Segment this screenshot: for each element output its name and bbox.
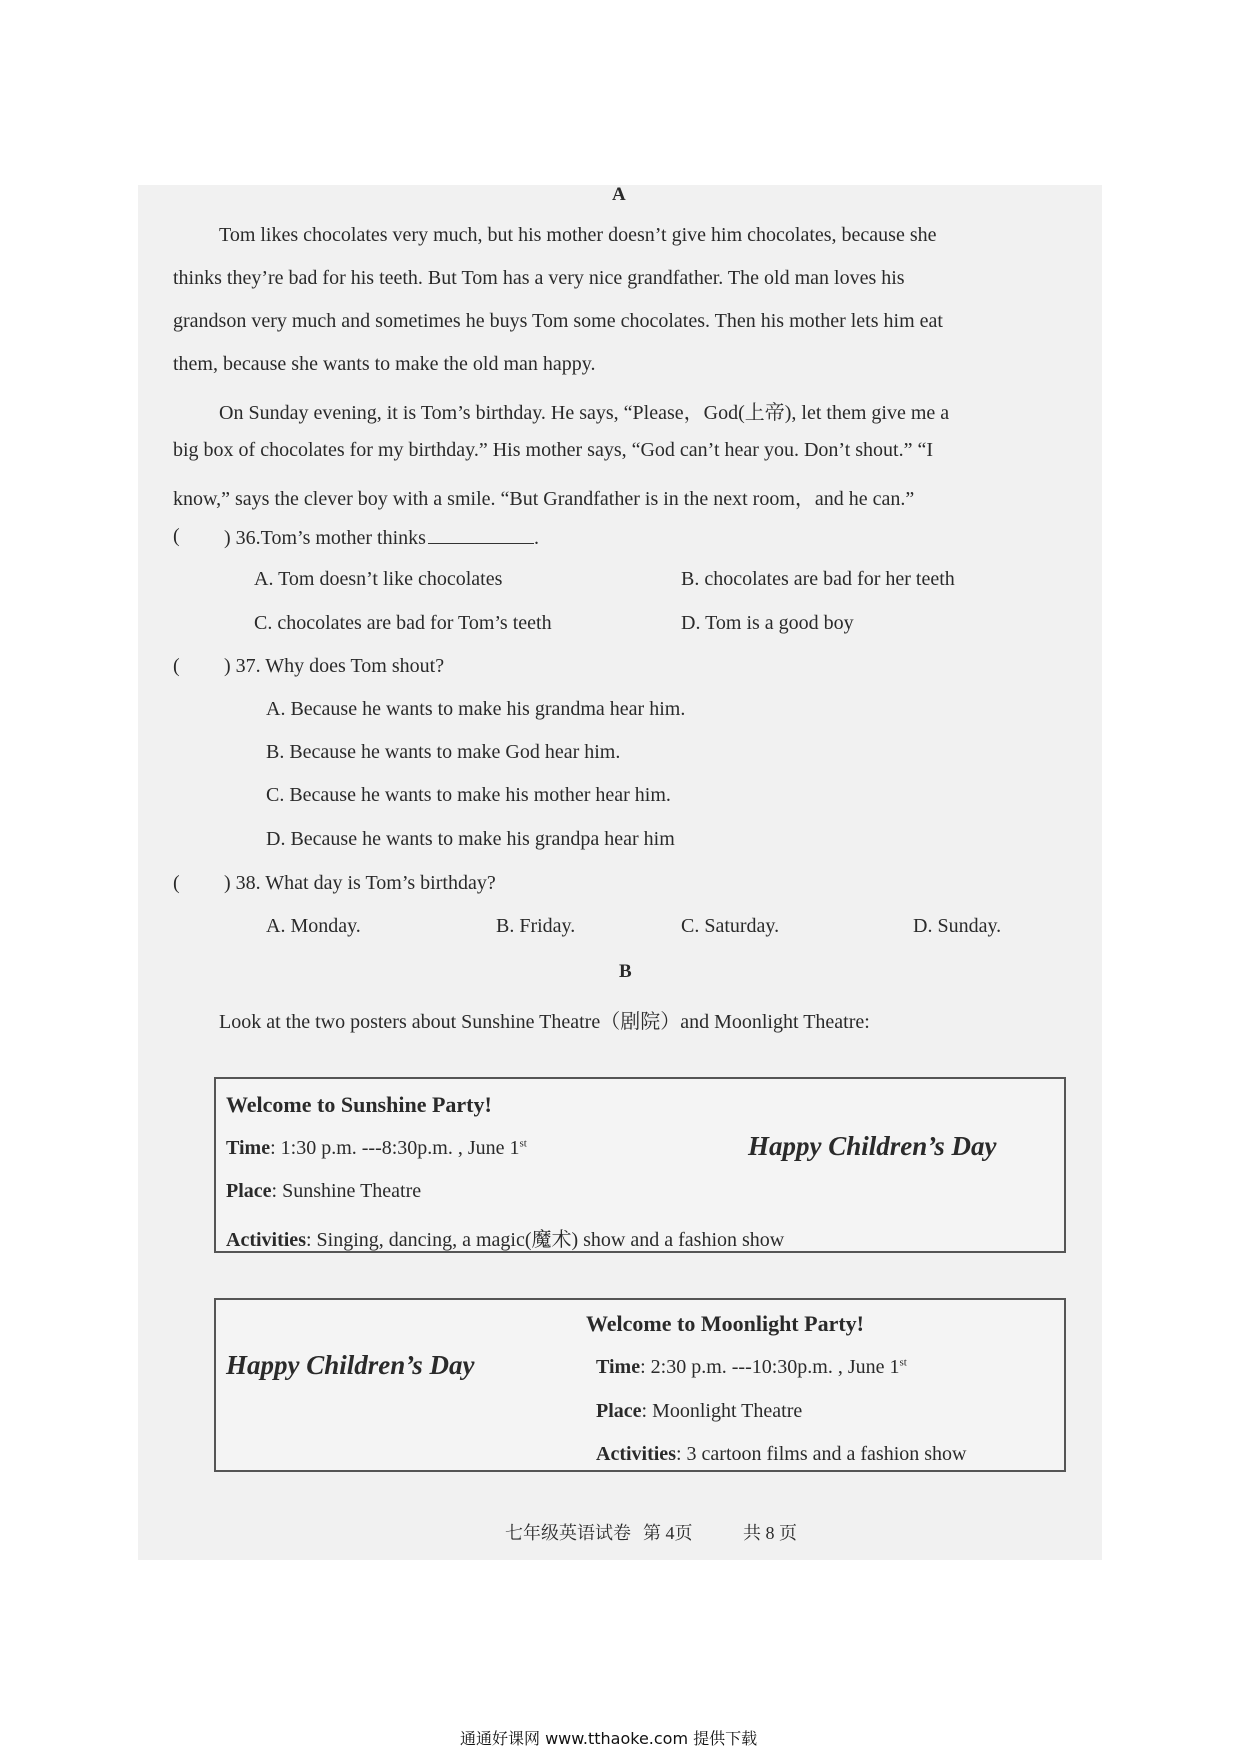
option-a: A. Because he wants to make his grandma hear him.: [266, 698, 686, 720]
question-stem-end: .: [533, 527, 539, 549]
section-b-intro: Look at the two posters about Sunshine Theatre（剧院）and Moonlight Theatre:: [219, 1011, 870, 1033]
footer-total-pages: 共 8 页: [743, 1523, 797, 1543]
activities-value: : Singing, dancing, a magic(魔术) show and a fashion show: [305, 1229, 785, 1251]
option-b: B. Because he wants to make God hear him.: [266, 741, 621, 763]
option-d: D. Tom is a good boy: [681, 612, 854, 634]
question-stem: ) 36.Tom’s mother thinks: [224, 527, 426, 549]
poster-title: Welcome to Moonlight Party!: [586, 1311, 864, 1336]
option-a: A. Monday.: [266, 915, 361, 937]
sunshine-poster: [214, 1077, 1066, 1253]
time-value: : 2:30 p.m. ---10:30p.m. , June 1: [640, 1356, 900, 1378]
option-b: B. chocolates are bad for her teeth: [681, 568, 955, 590]
answer-paren: (: [173, 525, 180, 547]
paragraph-line: them, because she wants to make the old man happy.: [173, 353, 596, 375]
question-36: [224, 525, 539, 550]
place-label: Place: [226, 1180, 272, 1202]
poster-activities: [226, 1223, 784, 1252]
time-suffix: st: [519, 1137, 527, 1150]
option-c: C. Because he wants to make his mother hear him.: [266, 784, 671, 806]
moonlight-poster: [214, 1298, 1066, 1472]
option-d: D. Because he wants to make his grandpa hear him: [266, 828, 675, 850]
option-b: B. Friday.: [496, 915, 576, 937]
time-label: Time: [596, 1356, 641, 1378]
option-d: D. Sunday.: [913, 915, 1002, 937]
paragraph-line: On Sunday evening, it is Tom’s birthday. He says, “Please，God(上帝), let them give me a: [219, 402, 950, 424]
poster-place: [596, 1400, 802, 1423]
option-a: A. Tom doesn’t like chocolates: [254, 568, 503, 590]
place-label: Place: [596, 1400, 642, 1422]
place-value: : Sunshine Theatre: [271, 1180, 422, 1202]
poster-banner: Happy Children’s Day: [748, 1131, 997, 1161]
activities-value: : 3 cartoon films and a fashion show: [675, 1443, 967, 1465]
answer-paren: (: [173, 872, 180, 894]
question-37: ) 37. Why does Tom shout?: [224, 655, 445, 677]
poster-title: Welcome to Sunshine Party!: [226, 1092, 492, 1117]
footer-paper-name: 七年级英语试卷: [505, 1523, 631, 1543]
section-b-title: B: [619, 961, 632, 982]
poster-time: [226, 1137, 527, 1160]
paragraph-line: big box of chocolates for my birthday.” His mother says, “God can’t hear you. Don’t shout.” “I: [173, 439, 933, 461]
place-value: : Moonlight Theatre: [641, 1400, 803, 1422]
answer-blank: [428, 525, 534, 544]
option-c: C. Saturday.: [681, 915, 780, 937]
paragraph-line: know,” says the clever boy with a smile. “But Grandfather is in the next room，and he can.”: [173, 488, 915, 510]
answer-paren: (: [173, 655, 180, 677]
option-c: C. chocolates are bad for Tom’s teeth: [254, 612, 552, 634]
poster-time: [596, 1356, 907, 1379]
poster-banner: Happy Children’s Day: [226, 1350, 475, 1380]
poster-place: [226, 1180, 421, 1203]
time-suffix: st: [899, 1356, 907, 1369]
paragraph-line: thinks they’re bad for his teeth. But Tom has a very nice grandfather. The old man loves his: [173, 267, 905, 289]
paragraph-line: grandson very much and sometimes he buys Tom some chocolates. Then his mother lets him eat: [173, 310, 943, 332]
time-value: : 1:30 p.m. ---8:30p.m. , June 1: [270, 1137, 520, 1159]
paragraph-line: Tom likes chocolates very much, but his mother doesn’t give him chocolates, because she: [219, 224, 937, 246]
footer-page-number: 第 4页: [643, 1523, 693, 1543]
download-credit: 通通好课网 www.tthaoke.com 提供下载: [460, 1729, 758, 1748]
question-38: ) 38. What day is Tom’s birthday?: [224, 872, 496, 894]
activities-label: Activities: [226, 1229, 306, 1251]
time-label: Time: [226, 1137, 271, 1159]
section-a-title: A: [612, 184, 626, 205]
activities-label: Activities: [596, 1443, 676, 1465]
poster-activities: [596, 1443, 966, 1466]
